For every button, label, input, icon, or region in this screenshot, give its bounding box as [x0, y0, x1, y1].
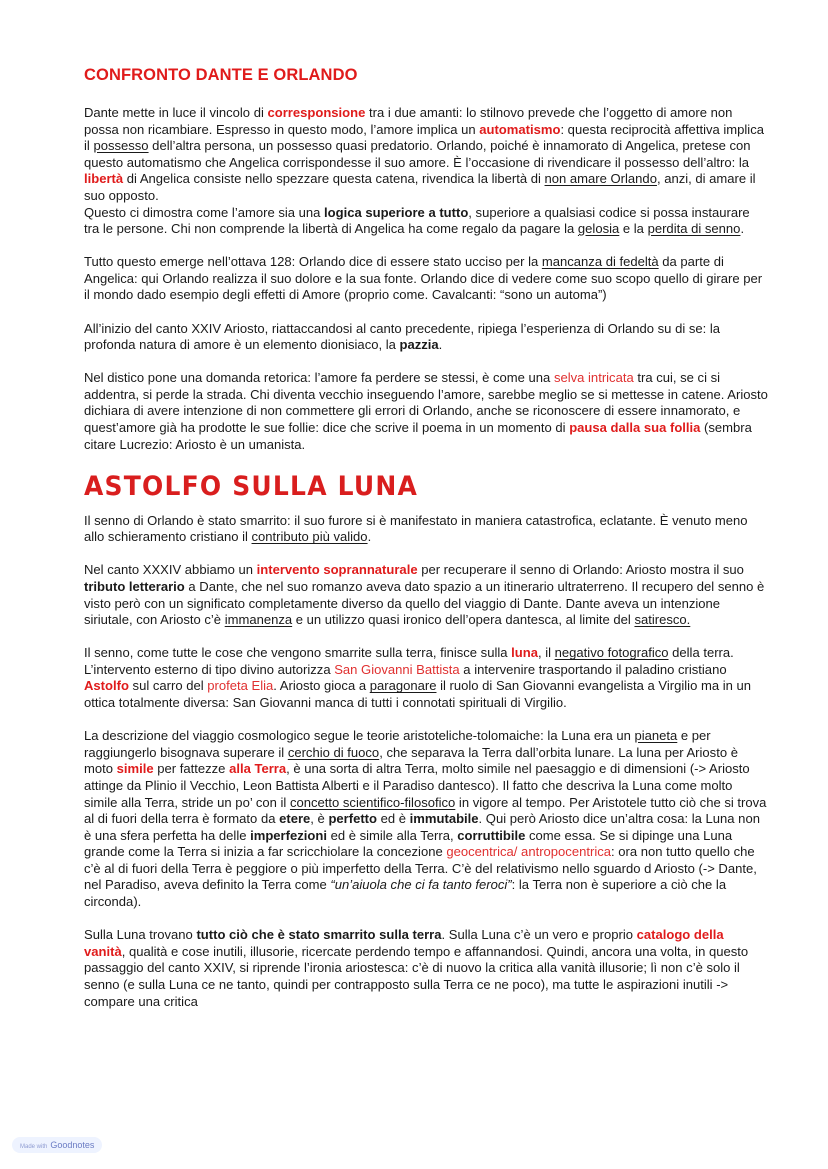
- paragraph-canto-xxxiv: Nel canto XXXIV abbiamo un intervento soprannaturale per recuperare il senno di Orlando: Ariosto mostra il suo tributo letterario a Dante, che nel suo romanzo aveva dato spazio a un itinerario ultraterreno. Il recupero del senno è visto però con un significato completamente diverso da quello del viaggio di Dante. Dante aveva un intenzione siriutale, con Ariosto c’è immanenza e un utilizzo quasi ironico dell’opera dantesca, al limite del satiresco.: [84, 562, 765, 628]
- goodnotes-badge: Made with Goodnotes: [12, 1137, 102, 1153]
- paragraph-senno-smarrito: Il senno di Orlando è stato smarrito: il suo furore si è manifestato in maniera catastrofica, eclatante. È venuto meno allo schieramento cristiano il contributo più valido.: [84, 512, 748, 545]
- paragraph-viaggio-cosmologico: La descrizione del viaggio cosmologico segue le teorie aristoteliche-tolomaiche: la Luna era un pianeta e per raggiungerlo bisognava superare il cerchio di fuoco, che separava la Terra dall’orbita lunare. La luna per Ariosto è moto simile per fattezze alla Terra, è una sorta di altra Terra, molto simile nel paesaggio e di dimensioni (-> Ariosto attinge da Plinio il Vecchio, Leon Battista Alberti e il Paradiso dantesco). Il fatto che descriva la Luna come molto simile alla Terra, stride un po’ con il concetto scientifico-filosofico in vigore al tempo. Per Aristotele tutto ciò che si trova al di fuori della terra è formato da etere, è perfetto ed è immutabile. Qui però Ariosto dice un’altra cosa: la Luna non è una sfera perfetta ha delle imperfezioni ed è simile alla Terra, corruttibile come essa. Se si dipinge una Luna grande come la Terra si inizia a far scricchiolare la concezione geocentrica/ antropocentrica: ora non tutto quello che c’è al di fuori della Terra è peggiore o più imperfetto della Terra. C’è del relativismo nello sguardo d Ariosto (-> Dante, nel Paradiso, aveva definito la Terra come “un’aiuola che ci fa tanto feroci”: la Terra non è superiore a ciò che la circonda).: [84, 728, 767, 910]
- paragraph-canto-xxiv: All’inizio del canto XXIV Ariosto, riattaccandosi al canto precedente, ripiega l’esperienza di Orlando su di se: la profonda natura di amore è un elemento dionisiaco, la pazzia.: [84, 320, 721, 353]
- paragraph-luna: Il senno, come tutte le cose che vengono smarrite sulla terra, finisce sulla luna, il negativo fotografico della terra. L’intervento esterno di tipo divino autorizza San Giovanni Battista a intervenire trasportando il paladino cristiano Astolfo sul carro del profeta Elia. Ariosto gioca a paragonare il ruolo di San Giovanni evangelista a Virgilio ma in un ottica totalmente diversa: San Giovanni manca di tutti i connotati spirituali di Virgilio.: [84, 645, 751, 711]
- paragraph-ottava-128: Tutto questo emerge nell’ottava 128: Orlando dice di essere stato ucciso per la mancanza di fedeltà da parte di Angelica: qui Orlando realizza il suo dolore e la sua fonte. Orlando dice di vedere come suo scopo quello di girare per il mondo dado esempio degli effetti di Amore (proprio come. Cavalcanti: “sono un automa”): [84, 254, 763, 303]
- section-heading: ASTOLFO SULLA LUNA: [84, 469, 419, 502]
- document-body: [84, 66, 768, 1027]
- page-title: CONFRONTO DANTE E ORLANDO: [84, 66, 358, 84]
- paragraph-corresponsione: Dante mette in luce il vincolo di corresponsione tra i due amanti: lo stilnovo prevede che l’oggetto di amore non possa non ricambiare. Espresso in questo modo, l’amore implica un automatismo: questa reciprocità affettiva implica il possesso dell’altra persona, un possesso quasi predatorio. Orlando, poiché è innamorato di Angelica, pretese con questo automatismo che Angelica corrispondesse il suo amore. È l’occasione di rivendicare il possesso dell’altro: la libertà di Angelica consiste nello spezzare questa catena, rivendica la libertà di non amare Orlando, anzi, di amare il suo opposto. Questo ci dimostra come l’amore sia una logica superiore a tutto, superiore a qualsiasi codice si possa instaurare tra le persone. Chi non comprende la libertà di Angelica ha come regalo da pagare la gelosia e la perdita di senno.: [84, 105, 764, 237]
- paragraph-catalogo-vanita: Sulla Luna trovano tutto ciò che è stato smarrito sulla terra. Sulla Luna c’è un vero e proprio catalogo della vanità, qualità e cose inutili, illusorie, ricercate perdendo tempo e affannandosi. Quindi, ancora una volta, in questo passaggio del canto XXIV, si riprende l’ironia ariostesca: c’è di nuovo la critica alla vanità illusorie; lì non c’è solo il senno (e sulla Luna ce ne tanto, quindi per contrapposto sulla Terra ce ne poco), ma tutte le aspirazioni inutili -> compare una critica: [84, 927, 749, 1009]
- paragraph-distico: Nel distico pone una domanda retorica: l’amore fa perdere se stessi, è come una selva intricata tra cui, se ci si addentra, si perde la strada. Chi diventa vecchio inseguendo l’amore, sarebbe meglio se si mettesse in catene. Ariosto dichiara di avere intenzione di non commettere gli errori di Orlando, anche se riconoscere di essere innamorato, e quest’amore già ha prodotte le sue follie: dice che scrive il poema in un momento di pausa dalla sua follia (sembra citare Lucrezio: Ariosto è un umanista.: [84, 370, 768, 452]
